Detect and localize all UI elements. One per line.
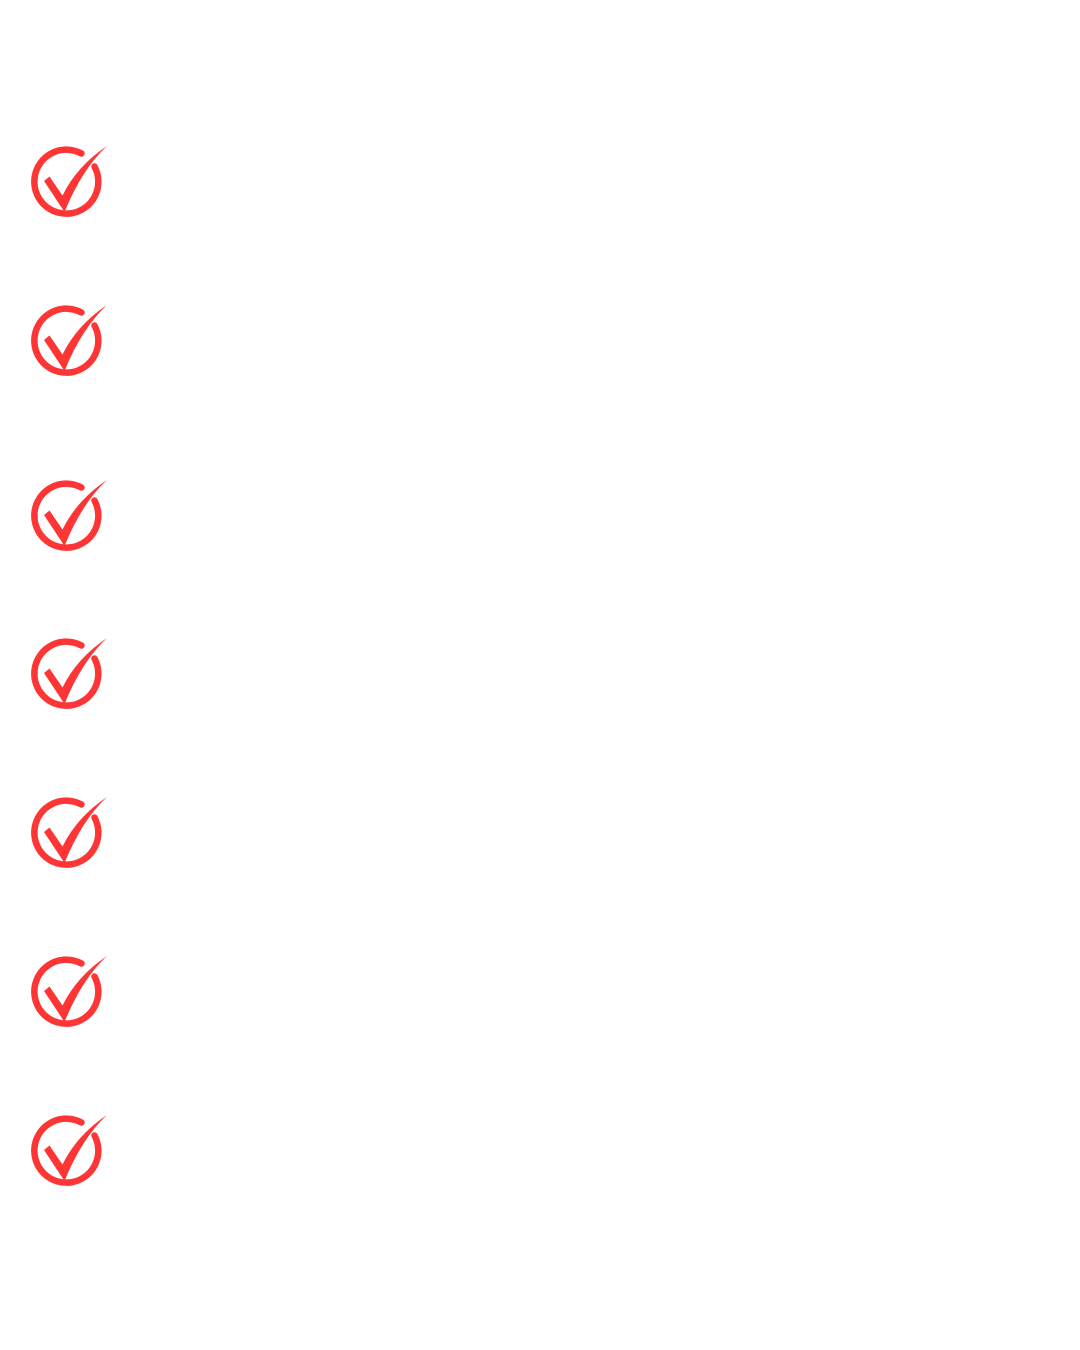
checkmark-circle-icon [28,638,110,714]
checklist-item [28,305,110,381]
checkmark-circle-icon [28,956,110,1032]
checkmark-circle-icon [28,1115,110,1191]
checkmark-circle-icon [28,146,110,222]
checklist-item [28,638,110,714]
checklist-item [28,480,110,556]
checklist-item [28,797,110,873]
checkmark-circle-icon [28,305,110,381]
checklist-item [28,1115,110,1191]
checklist-item [28,956,110,1032]
checklist-item [28,146,110,222]
checkmark-circle-icon [28,480,110,556]
checkmark-circle-icon [28,797,110,873]
